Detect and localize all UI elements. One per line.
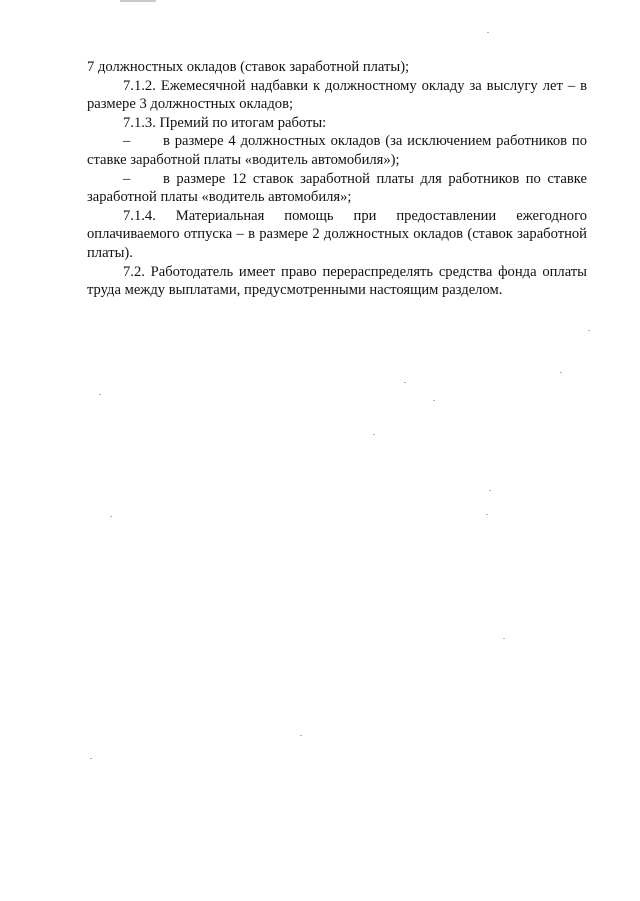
scan-speck [489, 490, 491, 491]
scan-speck [373, 434, 375, 435]
paragraph-7-1-3: 7.1.3. Премий по итогам работы: [123, 114, 327, 131]
bullet-text: в размере 12 ставок заработной платы для работников по ставке заработной платы «водитель автомобиля»; [87, 170, 587, 206]
scan-speck [110, 516, 112, 517]
scan-speck [486, 514, 488, 515]
scan-speck [90, 758, 92, 759]
scan-speck [560, 372, 562, 373]
section-7-text [87, 58, 587, 300]
bullet-text: в размере 4 должностных окладов (за исключением работников по ставке заработной платы «водитель автомобиля»); [87, 133, 587, 168]
scan-speck [99, 394, 101, 395]
scan-top-mark [120, 0, 156, 2]
scan-speck [300, 735, 302, 736]
scan-speck [433, 400, 435, 401]
scan-speck [404, 382, 406, 383]
paragraph-7-2: 7.2. Работодатель имеет право перераспределять средства фонда оплаты труда между выплатами, предусмотренными настоящим разделом. [87, 263, 587, 299]
bullet-bonus-4-salaries [87, 132, 587, 169]
bullet-dash: – [123, 170, 131, 187]
bullet-bonus-12-rates [87, 170, 587, 207]
scan-speck [503, 638, 505, 639]
paragraph-continuation: 7 должностных окладов (ставок заработной платы); [87, 59, 410, 75]
paragraph-7-1-2: 7.1.2. Ежемесячной надбавки к должностному окладу за выслугу лет – в размере 3 должностных окладов; [87, 77, 587, 113]
paragraph-7-1-4: 7.1.4. Материальная помощь при предоставлении ежегодного оплачиваемого отпуска – в размере 2 должностных окладов (ставок заработной платы). [87, 207, 587, 261]
bullet-dash: – [123, 133, 131, 150]
scan-speck [588, 330, 590, 331]
scan-speck [487, 32, 489, 33]
